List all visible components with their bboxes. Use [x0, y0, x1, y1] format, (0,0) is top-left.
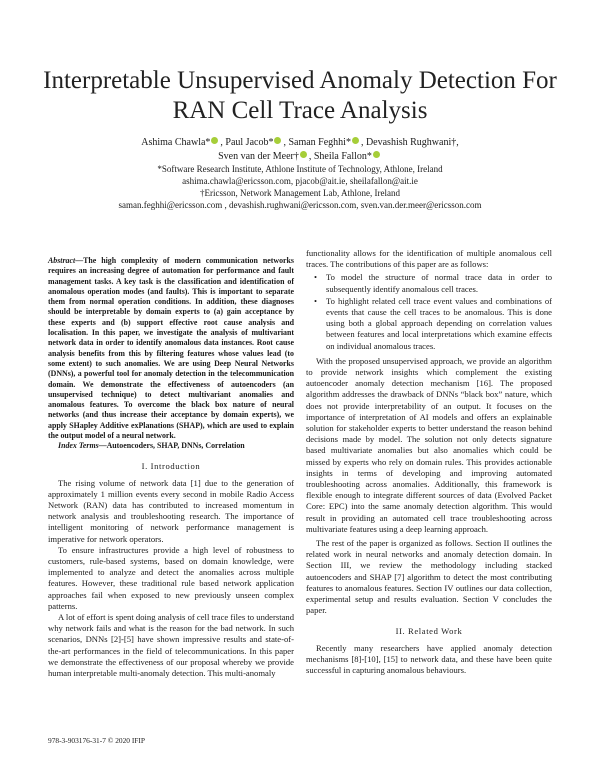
author-name: Saman Feghhi*: [288, 137, 351, 148]
orcid-icon[interactable]: [274, 137, 281, 144]
contribution-list: [306, 272, 552, 351]
bullet-icon: •: [314, 295, 318, 306]
author-line-1: Ashima Chawla* , Paul Jacob* , Saman Feghhi* , Devashish Rughwani†,: [141, 137, 459, 148]
author-name: Sven van der Meer†: [218, 151, 299, 162]
index-terms-label: Index Terms: [58, 441, 99, 451]
left-column: [48, 256, 294, 679]
section-heading-related-work: II. Related Work: [395, 625, 463, 636]
intro-paragraph-3: A lot of effort is spent doing analysis of cell trace files to understand why network fails and what is the reason for the bad network. In such scenarios, DNNs [2]-[5] have shown impressive results and state-of-the-art performances in the field of telecommunications. In this paper we demonstrate the effectiveness of our proposal whereby we provide human interpretable multi-anomaly detection. This multi-anomaly: [48, 612, 294, 679]
abstract-text: —The high complexity of modern communication networks requires an increasing degree of automation for performance and fault management tasks. A key task is the classification and identification of anomalous operation modes (and faults). This is important to separate them from normal operation conditions. In addition, these diagnoses should be interpretable by domain experts to (a) gain acceptance by these experts and (b) support effective root cause analysis and localisation. In this paper, we investigate the analysis of multivariant network data in order to identify anomalous data instances. Root cause analysis benefits from this by filtering features whose values lead (to some extent) to such anomalies. We are using Deep Neural Networks (DNNs), a powerful tool for anomaly detection in the telecommunication domain. We demonstrate the effectiveness of autoencoders (an unsupervised technique) to detect multivariant anomalies and anomalous features. To overcome the black box nature of neural networks (and thus increase their acceptance by domain experts), we apply SHapley Additive exPlanations (SHAP), which are used to explain the output model of a neural network.: [48, 256, 294, 441]
orcid-icon[interactable]: [352, 137, 359, 144]
affiliation-emails-1: ashima.chawla@ericsson.com, pjacob@ait.ie, sheilafallon@ait.ie: [182, 176, 418, 186]
copyright-footer: 978-3-903176-31-7 © 2020 IFIP: [48, 736, 145, 745]
intro-continuation: functionality allows for the identification of multiple anomalous cell traces. The contributions of this paper are as follows:: [306, 248, 552, 270]
paper-title: [40, 66, 560, 126]
author-name: Paul Jacob*: [225, 137, 274, 148]
index-terms-text: —Autoencoders, SHAP, DNNs, Correlation: [98, 441, 245, 451]
affiliation-emails-2: saman.feghhi@ericsson.com , devashish.rughwani@ericsson.com, sven.van.der.meer@ericsson.com: [118, 200, 482, 210]
list-item: • To model the structure of normal trace data in order to subsequently identify anomalous cell traces.: [314, 272, 552, 294]
bullet-icon: •: [314, 272, 318, 283]
abstract: [48, 256, 294, 441]
orcid-icon[interactable]: [211, 137, 218, 144]
list-item: • To highlight related cell trace event values and combinations of events that cause the cell traces to be anomalous. This is done using both a global approach depending on correlation values between features and local interpretations which examine effects on individual anomalous traces.: [314, 295, 552, 351]
title-line-2: RAN Cell Trace Analysis: [172, 97, 428, 124]
orcid-icon[interactable]: [373, 151, 380, 158]
author-name: Devashish Rughwani†: [365, 137, 457, 148]
affiliation-2: †Ericsson, Network Management Lab, Athlone, Ireland: [200, 188, 400, 198]
organization-paragraph: The rest of the paper is organized as follows. Section II outlines the related work in neural networks and anomaly detection domain. In Section III, we review the methodology including stacked autoencoders and SHAP [7] algorithm to detect the most contributing features to anomalous features. Section IV outlines our data collection, experimental setup and results evaluation. Section V concludes the paper.: [306, 538, 552, 616]
right-column: [306, 248, 552, 676]
related-work-paragraph: Recently many researchers have applied anomaly detection mechanisms [8]-[10], [15] to network data, and these have been quite successful in capturing anomalous behaviours.: [306, 642, 552, 675]
author-list: [60, 136, 540, 164]
index-terms: [58, 441, 294, 451]
abstract-label: Abstract: [48, 256, 76, 265]
orcid-icon[interactable]: [300, 151, 307, 158]
section-heading-introduction: I. Introduction: [141, 460, 201, 471]
author-name: Ashima Chawla*: [141, 137, 211, 148]
title-line-1: Interpretable Unsupervised Anomaly Detection For: [43, 67, 557, 94]
intro-paragraph-1: The rising volume of network data [1] due to the generation of approximately 1 million events every second in mobile Radio Access Network (RAN) data has contributed to increased momentum in network analysis and troubleshooting research. The importance of intelligent monitoring of network performance management is imperative for network operators.: [48, 477, 294, 544]
author-line-2: Sven van der Meer† , Sheila Fallon*: [60, 150, 540, 164]
intro-paragraph-2: To ensure infrastructures provide a high level of robustness to customers, rule-based systems, based on domain knowledge, were implemented to analyze and detect the anomalies across multiple features. However, these traditional rule based network application approaches fail when exposed to new previously unseen complex patterns.: [48, 544, 294, 611]
author-name: Sheila Fallon*: [313, 151, 372, 162]
approach-paragraph: With the proposed unsupervised approach, we provide an algorithm to provide network insights which complement the existing autoencoder anomaly detection mechanism [16]. The proposed algorithm addresses the drawback of DNNs “black box” nature, which does not provide interpretability of an output. It focuses on the importance of interpretation of AI models and offers an explainable solution for stakeholder experts to better understand the reason behind decisions made by model. The solution not only detects signature based multivariate anomalies but also anomalies which could be missed by experts who rely on domain rules. This provides actionable insights in terms of developing and improving automated troubleshooting across anomalies. Additionally, this framework is flexible enough to integrate different sources of data (Evolved Packet Core: EPC) into the same anomaly detection algorithm. This would result in providing an automated cell trace troubleshooting across multivariate features using a deep learning approach.: [306, 355, 552, 534]
affiliation-1: *Software Research Institute, Athlone Institute of Technology, Athlone, Ireland: [157, 164, 443, 174]
